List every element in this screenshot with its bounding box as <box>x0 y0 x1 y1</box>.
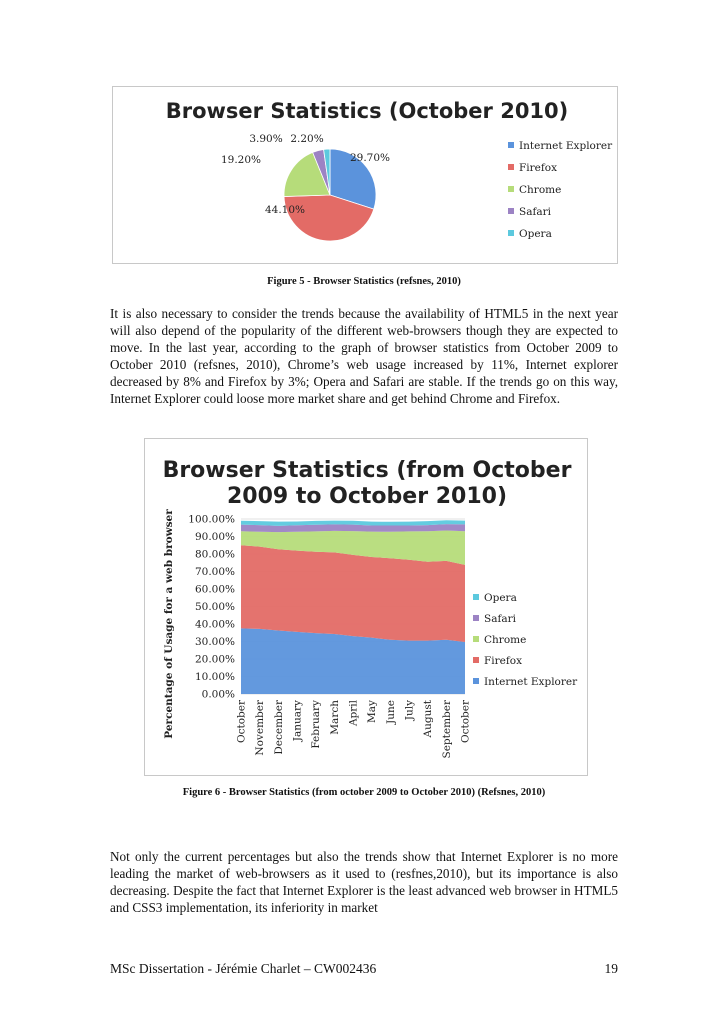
area-legend-swatch-internet-explorer <box>473 678 479 684</box>
area-x-tick-label: December <box>272 700 285 755</box>
area-legend-label-internet-explorer: Internet Explorer <box>484 676 578 688</box>
pie-chart <box>113 87 617 263</box>
area-y-tick-label: 70.00% <box>194 566 235 578</box>
area-chart-title-line-1: Browser Statistics (from October <box>162 458 572 483</box>
area-y-tick-label: 10.00% <box>194 671 235 683</box>
area-chart <box>145 439 587 775</box>
area-y-tick-label: 80.00% <box>194 548 235 561</box>
body-paragraph-1: It is also necessary to consider the trends because the availability of HTML5 in the next year will also depend of the popularity of the different web-browsers though they are expected to move. In the last year, according to the graph of browser statistics from October 2009 to October 2010 (refsnes, 2010), Chrome’s web usage increased by 11%, Internet explorer decreased by 8% and Firefox by 3%; Opera and Safari are stable. If the trends go on this way, Internet Explorer could loose more market share and get behind Chrome and Firefox. <box>110 306 618 406</box>
area-y-tick-label: 40.00% <box>194 618 235 631</box>
pie-legend-label-safari: Safari <box>519 206 551 218</box>
pie-chart-frame <box>112 86 618 264</box>
area-y-tick-label: 60.00% <box>194 583 235 596</box>
pie-value-label-firefox: 44.10% <box>264 204 306 216</box>
area-legend-label-opera: Opera <box>484 592 517 604</box>
area-x-tick-label: February <box>310 700 323 749</box>
pie-value-label-opera: 2.20% <box>290 133 324 145</box>
area-x-tick-label: October <box>235 700 248 743</box>
pie-legend-swatch-safari <box>508 208 514 214</box>
pie-legend-label-chrome: Chrome <box>519 184 562 196</box>
area-x-tick-label: March <box>328 700 341 735</box>
body-paragraph-2: Not only the current percentages but also the trends show that Internet Explorer is no more leading the market of web-browsers as it used to (resfnes,2010), but its importance is also decreasing. Despite the fact that Internet Explorer is the least advanced web browser in HTML5 and CSS3 implementation, its inferiority in market <box>110 849 618 915</box>
area-chart-y-axis-label: Percentage of Usage for a web browser <box>163 509 175 739</box>
pie-legend-swatch-chrome <box>508 186 514 192</box>
pie-value-label-safari: 3.90% <box>249 133 283 145</box>
pie-value-label-internet-explorer: 29.70% <box>349 152 391 164</box>
pie-legend-label-opera: Opera <box>519 228 552 240</box>
pie-legend-swatch-firefox <box>508 164 514 170</box>
figure-5-caption: Figure 5 - Browser Statistics (refsnes, 2010) <box>267 276 461 287</box>
area-x-tick-label: January <box>291 700 304 742</box>
area-x-tick-label: September <box>440 700 453 759</box>
area-y-tick-label: 50.00% <box>194 601 235 613</box>
area-y-tick-label: 0.00% <box>201 688 235 701</box>
area-legend-label-chrome: Chrome <box>484 634 527 646</box>
area-y-tick-label: 100.00% <box>188 513 235 526</box>
area-y-tick-label: 90.00% <box>194 531 235 543</box>
pie-legend-swatch-internet-explorer <box>508 142 514 148</box>
area-x-tick-label: October <box>459 700 472 743</box>
pie-value-label-chrome: 19.20% <box>220 154 262 166</box>
area-x-tick-label: July <box>403 700 416 721</box>
area-legend-label-firefox: Firefox <box>484 655 523 667</box>
area-legend-swatch-opera <box>473 594 479 600</box>
area-legend-swatch-safari <box>473 615 479 621</box>
pie-legend-label-internet-explorer: Internet Explorer <box>519 140 613 152</box>
area-x-tick-label: April <box>347 700 360 727</box>
figure-6-caption: Figure 6 - Browser Statistics (from october 2009 to October 2010) (Refsnes, 2010) <box>182 787 546 798</box>
area-chart-title-line-2: 2009 to October 2010) <box>226 484 508 509</box>
area-y-tick-label: 20.00% <box>194 653 235 666</box>
pie-legend-swatch-opera <box>508 230 514 236</box>
pie-chart-title: Browser Statistics (October 2010) <box>165 99 569 123</box>
area-legend-label-safari: Safari <box>484 613 516 625</box>
area-legend-swatch-firefox <box>473 657 479 663</box>
pie-legend-label-firefox: Firefox <box>519 162 558 174</box>
page-number: 19 <box>604 961 618 976</box>
area-x-tick-label: June <box>384 700 397 724</box>
area-legend-swatch-chrome <box>473 636 479 642</box>
area-x-tick-label: May <box>366 700 379 723</box>
area-y-tick-label: 30.00% <box>194 636 235 648</box>
area-chart-frame <box>144 438 588 776</box>
area-x-tick-label: August <box>422 700 435 738</box>
area-x-tick-label: November <box>254 700 267 756</box>
footer-text: MSc Dissertation - Jérémie Charlet – CW002436 <box>110 961 377 976</box>
